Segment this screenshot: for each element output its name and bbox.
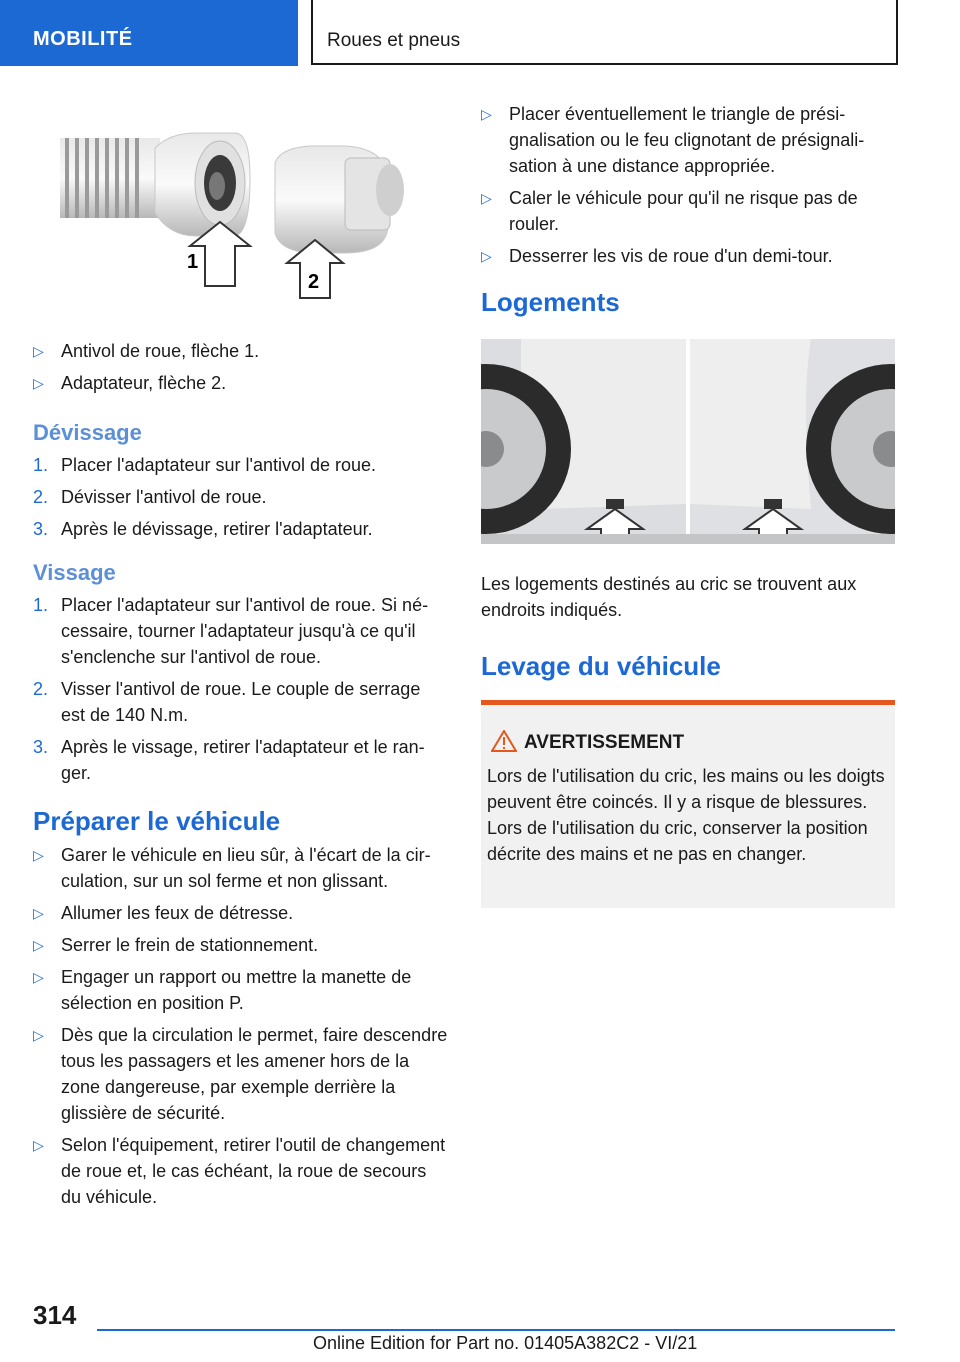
jacking-points-photo	[481, 339, 895, 544]
section-title: MOBILITÉ	[33, 28, 133, 50]
triangle-bullet-icon: ▷	[481, 190, 492, 206]
chapter-title: Roues et pneus	[327, 30, 461, 51]
triangle-bullet-icon: ▷	[33, 847, 44, 863]
list-item: ▷ Antivol de roue, flèche 1.	[33, 338, 448, 364]
edition-text: Online Edition for Part no. 01405A382C2 - VI/21	[313, 1333, 698, 1353]
list-item: ▷ Allumer les feux de détresse.	[33, 900, 448, 926]
triangle-bullet-icon: ▷	[33, 905, 44, 921]
warning-box	[481, 700, 895, 908]
right-column-top	[481, 101, 894, 315]
preparer-list-continued	[481, 101, 894, 269]
devissage-steps	[33, 452, 448, 542]
heading-vissage: Vissage	[33, 560, 116, 585]
heading-levage: Levage du véhicule	[481, 651, 721, 681]
triangle-bullet-icon: ▷	[33, 1027, 44, 1043]
list-item: ▷ Adaptateur, flèche 2.	[33, 370, 448, 396]
list-item: ▷ Desserrer les vis de roue d'un demi-tour.	[481, 243, 894, 269]
warning-title: AVERTISSEMENT	[524, 732, 685, 753]
triangle-bullet-icon: ▷	[33, 375, 44, 391]
heading-logements: Logements	[481, 287, 620, 317]
logements-text: Les logements destinés au cric se trouvent aux endroits indiqués.	[481, 574, 857, 620]
list-item: 2. Visser l'antivol de roue. Le couple de serrage est de 140 N.m.	[33, 679, 421, 725]
triangle-bullet-icon: ▷	[33, 343, 44, 359]
list-item: ▷ Dès que la circulation le permet, faire descendre tous les passagers et les amener hors de la zone dangereuse, par exemple derrière la glissière de sécurité.	[33, 1022, 448, 1126]
list-item: 1. Placer l'adaptateur sur l'antivol de roue.	[33, 455, 377, 475]
wheel-lock-illustration	[55, 118, 435, 308]
logements-text-block	[481, 571, 894, 679]
heading-devissage: Dévissage	[33, 420, 142, 445]
list-item: 2. Dévisser l'antivol de roue.	[33, 487, 267, 507]
list-item: 1. Placer l'adaptateur sur l'antivol de roue. Si nécessaire, tourner l'adaptateur jusqu'à ce qu'il s'enclenche sur l'antivol de roue.	[33, 595, 429, 667]
list-item: ▷ Engager un rapport ou mettre la manette de sélection en position P.	[33, 964, 448, 1016]
triangle-bullet-icon: ▷	[481, 106, 492, 122]
arrow-label-1: 1	[187, 251, 199, 273]
list-item: ▷ Caler le véhicule pour qu'il ne risque pas de rouler.	[481, 185, 894, 237]
chapter-header	[311, 0, 898, 65]
warning-triangle-icon	[491, 730, 517, 752]
left-column	[33, 338, 448, 1216]
footer-divider	[97, 1329, 895, 1331]
triangle-bullet-icon: ▷	[481, 248, 492, 264]
page-number: 314	[33, 1300, 77, 1330]
list-item: ▷ Serrer le frein de stationnement.	[33, 932, 448, 958]
section-tab	[0, 0, 298, 66]
list-item: 3. Après le dévissage, retirer l'adaptateur.	[33, 519, 373, 539]
triangle-bullet-icon: ▷	[33, 1137, 44, 1153]
figure-legend	[33, 338, 448, 396]
list-item: 3. Après le vissage, retirer l'adaptateur et le ranger.	[33, 737, 425, 783]
arrow-label-2: 2	[308, 271, 320, 293]
triangle-bullet-icon: ▷	[33, 937, 44, 953]
heading-preparer: Préparer le véhicule	[33, 806, 281, 836]
thread-shape	[60, 138, 160, 218]
preparer-list	[33, 842, 448, 1210]
list-item: ▷ Placer éventuellement le triangle de présignalisation ou le feu clignotant de présignalisation à une distance appropriée.	[481, 101, 894, 179]
list-item: ▷ Garer le véhicule en lieu sûr, à l'écart de la circulation, sur un sol ferme et non glissant.	[33, 842, 448, 894]
vissage-steps	[33, 592, 448, 786]
warning-text: Lors de l'utilisation du cric, les mains ou les doigts peuvent être coincés. Il y a risque de blessures. Lors de l'utilisation du cric, conserver la position décrite des mains et ne pas en changer.	[487, 766, 885, 864]
triangle-bullet-icon: ▷	[33, 969, 44, 985]
list-item: ▷ Selon l'équipement, retirer l'outil de changement de roue et, le cas échéant, la roue de secours du véhicule.	[33, 1132, 448, 1210]
